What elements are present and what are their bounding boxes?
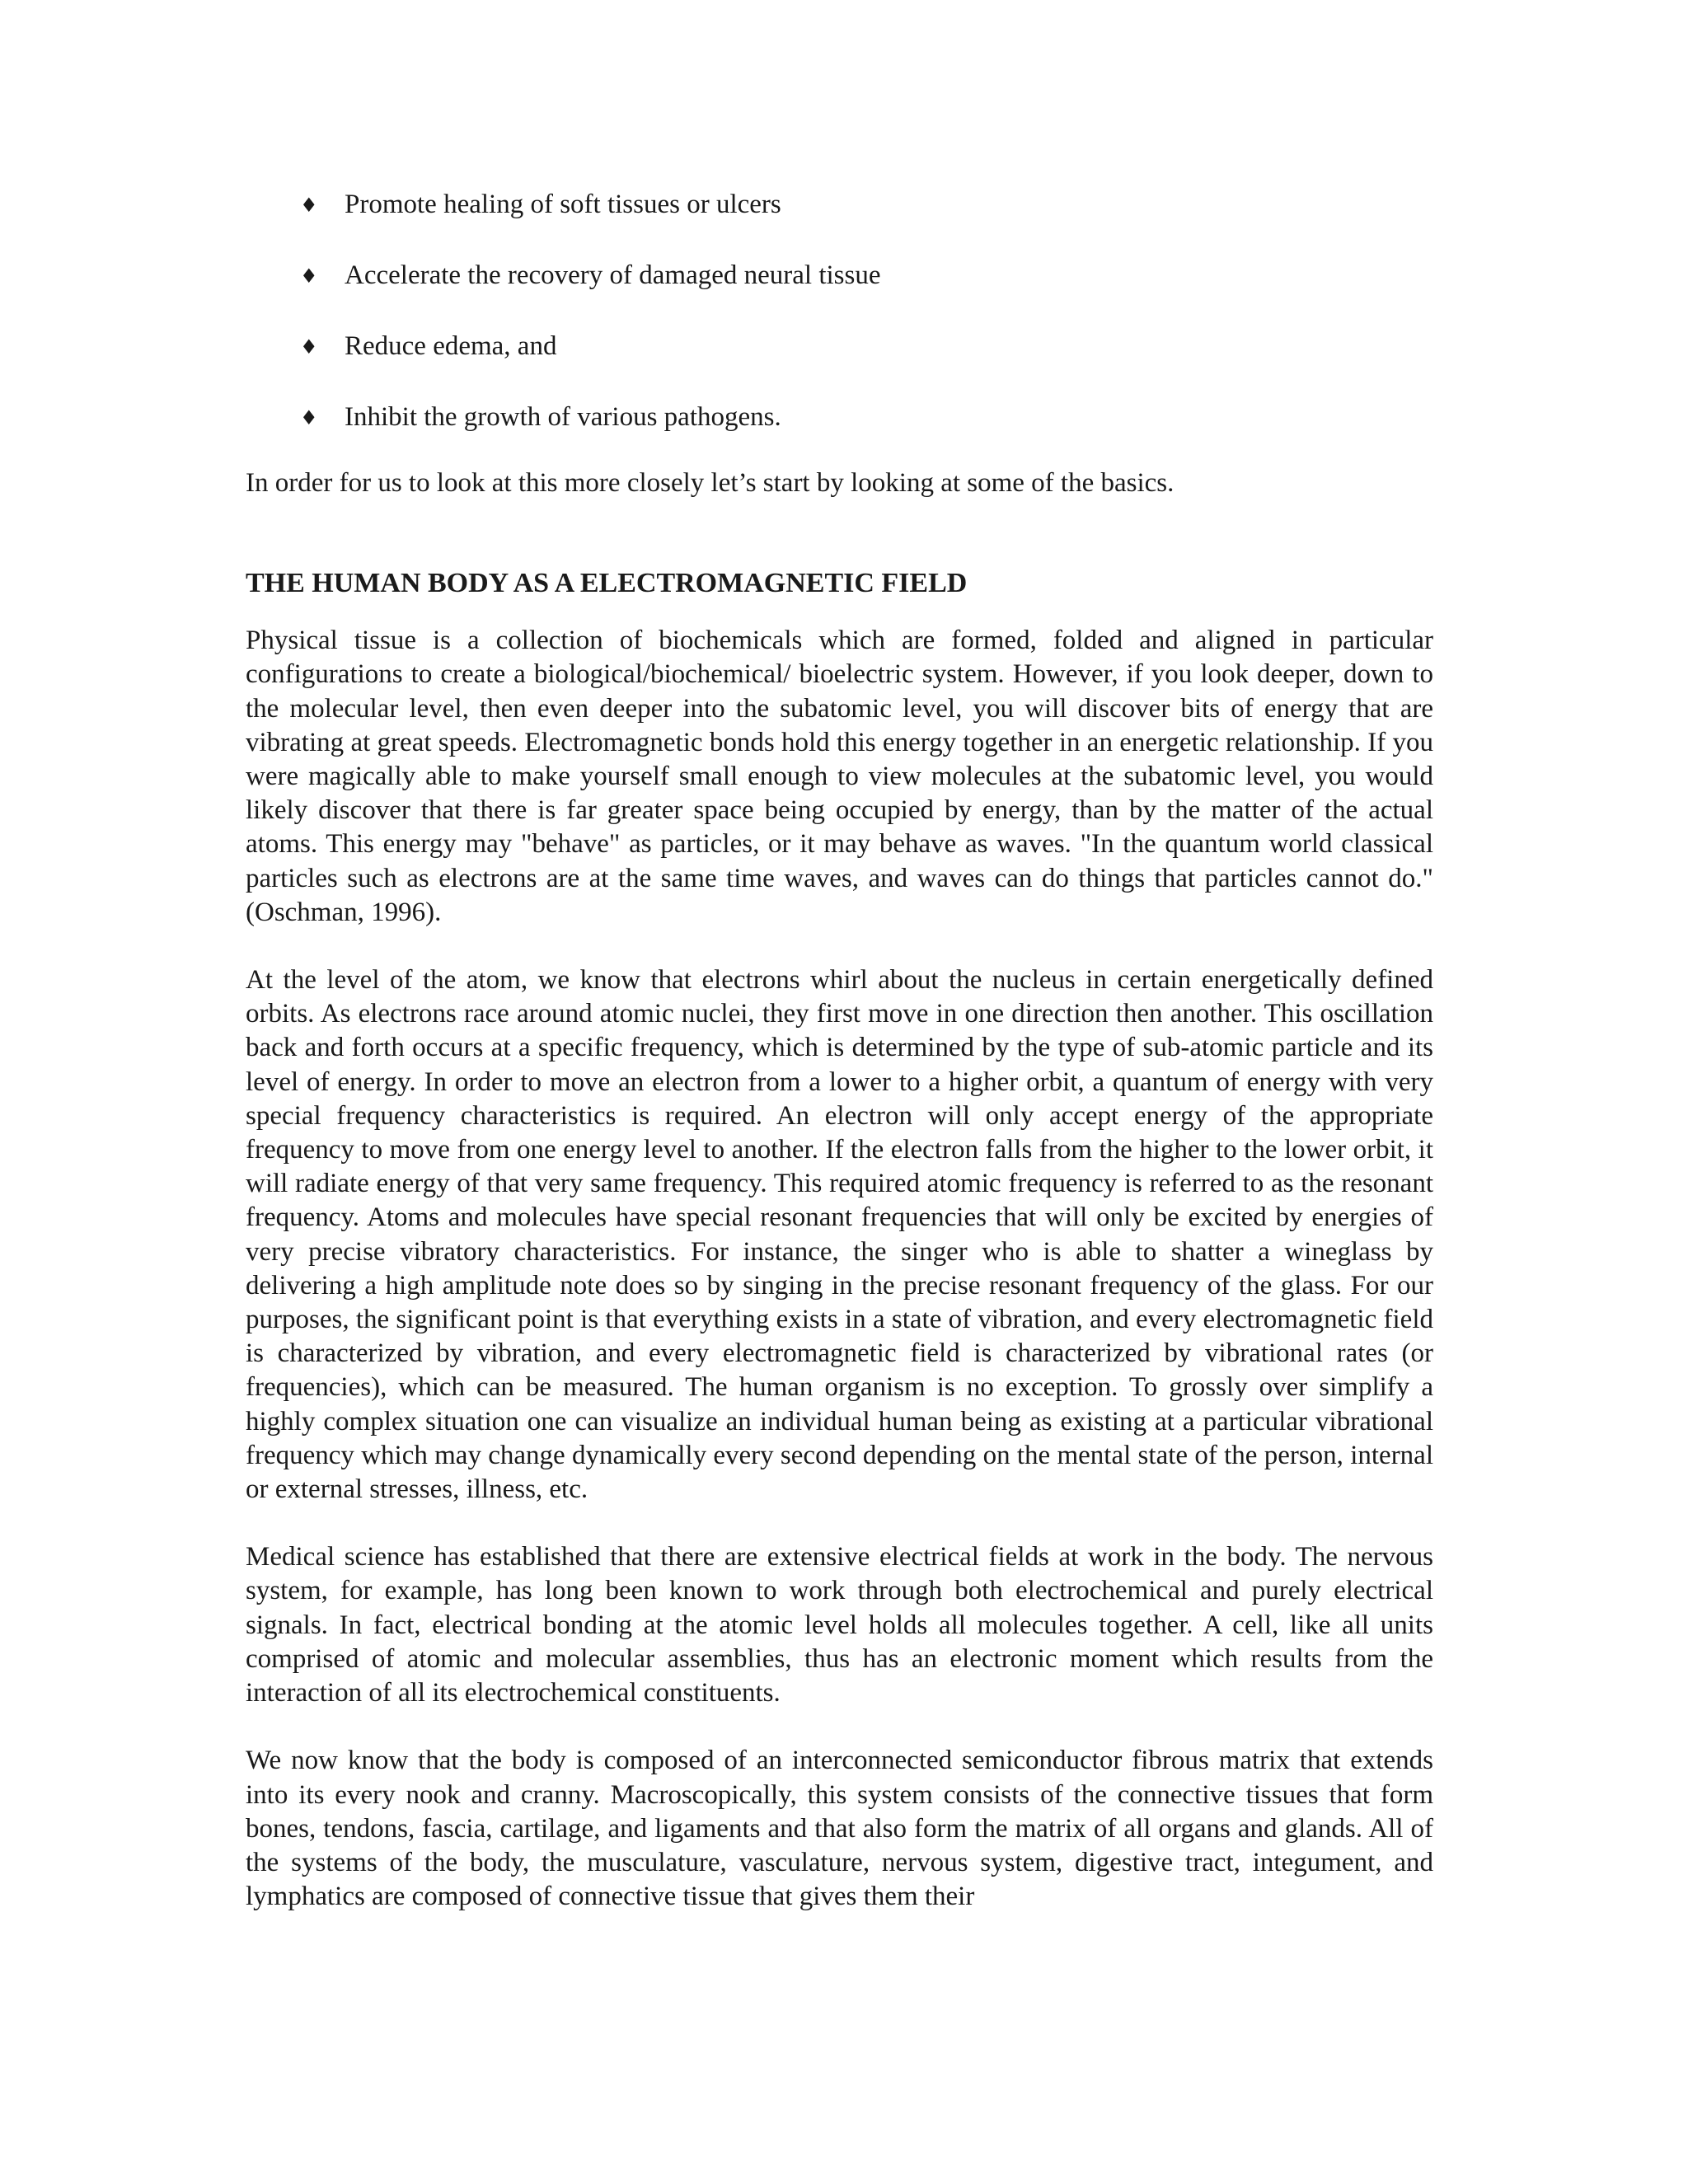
document-page: [246, 188, 1433, 1947]
diamond-icon: ♦: [300, 194, 318, 217]
list-item: [246, 330, 1433, 364]
diamond-icon: ♦: [300, 265, 318, 288]
list-item: [246, 259, 1433, 293]
list-item-text: Promote healing of soft tissues or ulcers: [345, 190, 781, 219]
section-heading: THE HUMAN BODY AS A ELECTROMAGNETIC FIELD: [246, 568, 968, 599]
diamond-icon: ♦: [300, 335, 318, 359]
intro-paragraph: In order for us to look at this more closely let’s start by looking at some of the basics.: [246, 468, 1175, 498]
list-item: [246, 188, 1433, 223]
list-item-text: Inhibit the growth of various pathogens.: [345, 402, 781, 432]
list-item: [246, 401, 1433, 435]
body-paragraph-3: Medical science has established that there are extensive electrical fields at work in the body. The nervous system, for example, has long been known to work through both electrochemical and purely electrical signals. In fact, electrical bonding at the atomic level holds all molecules together. A cell, like all units comprised of atomic and molecular assemblies, thus has an electronic moment which results from the interaction of all its electrochemical constituents.: [246, 1542, 1433, 1708]
body-paragraph-1: Physical tissue is a collection of biochemicals which are formed, folded and aligned in particular configurations to create a biological/biochemical/ bioelectric system. However, if you look deeper, down to the molecular level, then even deeper into the subatomic level, you will discover bits of energy that are vibrating at great speeds. Electromagnetic bonds hold this energy together in an energetic relationship. If you were magically able to make yourself small enough to view molecules at the subatomic level, you would likely discover that there is far greater space being occupied by energy, than by the matter of the actual atoms. This energy may "behave" as particles, or it may behave as waves. "In the quantum world classical particles such as electrons are at the same time waves, and waves can do things that particles cannot do." (Oschman, 1996).: [246, 626, 1433, 927]
list-item-text: Accelerate the recovery of damaged neural tissue: [345, 260, 881, 290]
list-item-text: Reduce edema, and: [345, 331, 557, 361]
body-paragraph-2: At the level of the atom, we know that electrons whirl about the nucleus in certain energetically defined orbits. As electrons race around atomic nuclei, they first move in one direction then another. This oscillation back and forth occurs at a specific frequency, which is determined by the type of sub-atomic particle and its level of energy. In order to move an electron from a lower to a higher orbit, a quantum of energy with very special frequency characteristics is required. An electron will only accept energy of the appropriate frequency to move from one energy level to another. If the electron falls from the higher to the lower orbit, it will radiate energy of that very same frequency. This required atomic frequency is referred to as the resonant frequency. Atoms and molecules have special resonant frequencies that will only be excited by energies of very precise vibratory characteristics. For instance, the singer who is able to shatter a wineglass by delivering a high amplitude note does so by singing in the precise resonant frequency of the glass. For our purposes, the significant point is that everything exists in a state of vibration, and every electromagnetic field is characterized by vibration, and every electromagnetic field is characterized by vibrational rates (or frequencies), which can be measured. The human organism is no exception. To grossly over simplify a highly complex situation one can visualize an individual human being as existing at a particular vibrational frequency which may change dynamically every second depending on the mental state of the person, internal or external stresses, illness, etc.: [246, 965, 1433, 1505]
bullet-list: [246, 188, 1433, 435]
diamond-icon: ♦: [300, 406, 318, 429]
body-paragraph-4: We now know that the body is composed of an interconnected semiconductor fibrous matrix that extends into its every nook and cranny. Macroscopically, this system consists of the connective tissues that form bones, tendons, fascia, cartilage, and ligaments and that also form the matrix of all organs and glands. All of the systems of the body, the musculature, vasculature, nervous system, digestive tract, integument, and lymphatics are composed of connective tissue that gives them their: [246, 1746, 1433, 1912]
